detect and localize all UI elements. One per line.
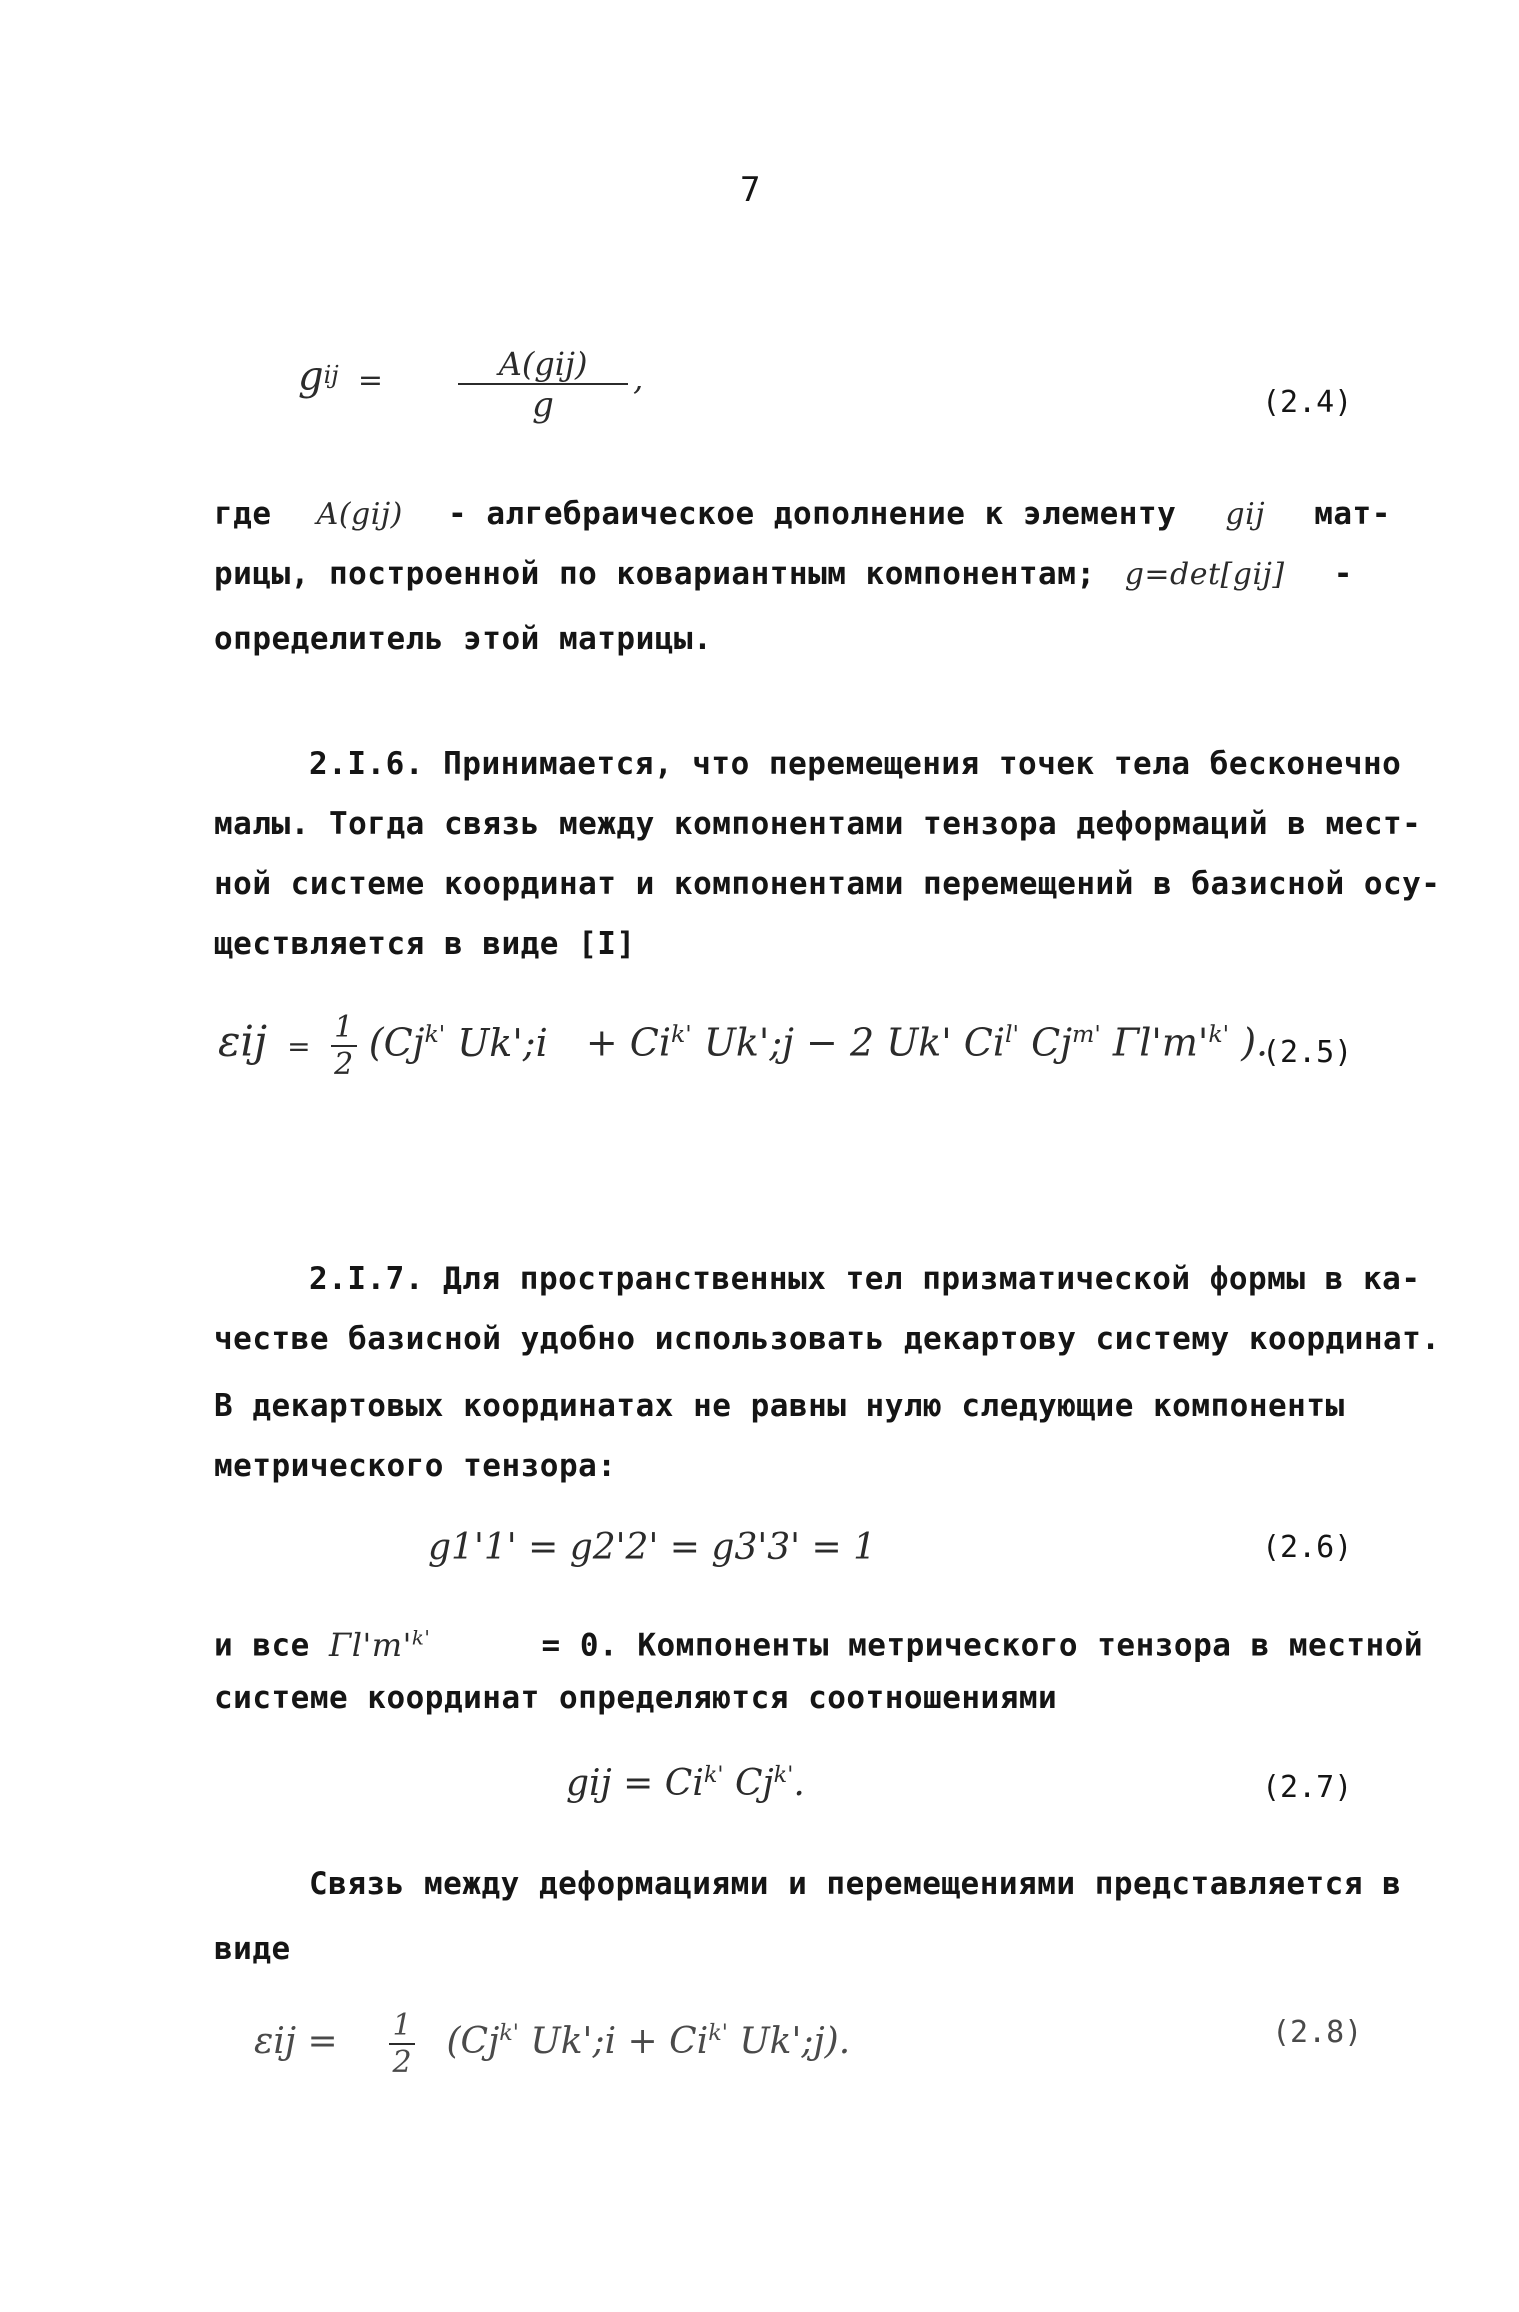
- para-where-line3: определитель этой матрицы.: [214, 621, 713, 657]
- para-all-text1: = 0. Компоненты метрического тензора в местной: [541, 1627, 1424, 1664]
- eq-2-8-half: [389, 2008, 415, 2080]
- eq-2-4-label: (2.4): [1262, 385, 1353, 420]
- para-where-text2: мат-: [1314, 496, 1391, 532]
- eq-2-4-denominator: g: [532, 385, 554, 425]
- eq-2-8-den: 2: [392, 2045, 412, 2080]
- eq-2-7-lhs: gij = Ci: [566, 1763, 704, 1804]
- eq-2-8-t1: (Cj: [446, 2021, 500, 2062]
- para-217-line2: честве базисной удобно использовать декартову систему координат.: [214, 1321, 1441, 1357]
- para-where-dash: -: [1333, 556, 1353, 592]
- eq-2-5-t6s: m': [1071, 1019, 1101, 1048]
- para-217-line3: В декартовых координатах не равны нулю следующие компоненты: [214, 1388, 1345, 1424]
- para-216-line1: [214, 734, 1401, 794]
- eq-2-5-t7s: k': [1208, 1019, 1230, 1048]
- eq-2-8-lhs: εij =: [254, 2021, 338, 2062]
- equation-2-4: [298, 345, 643, 425]
- para-all-formula-base: Γl'm': [329, 1625, 412, 1664]
- eq-2-8-t3s: k': [708, 2020, 728, 2046]
- para-link-line2: виде: [214, 1931, 291, 1967]
- page-number: 7: [740, 170, 761, 210]
- para-where-line1: [214, 484, 1391, 545]
- eq-2-5-lhs: εij: [218, 1016, 267, 1066]
- eq-2-7-s2: k': [773, 1762, 794, 1788]
- eq-2-6-label: (2.6): [1262, 1530, 1353, 1565]
- eq-2-5-num: 1: [334, 1010, 354, 1045]
- para-217-line1: [214, 1249, 1421, 1309]
- para-216-text1: 2.I.6. Принимается, что перемещения точек тела бесконечно: [309, 746, 1402, 782]
- para-all-line2: системе координат определяются соотношениями: [214, 1680, 1058, 1716]
- equation-2-7: [566, 1762, 805, 1804]
- eq-2-5-t2: Uk';i: [457, 1020, 548, 1065]
- para-where-text3: рицы, построенной по ковариантным компонентам;: [214, 556, 1096, 592]
- eq-2-5-t1: (Cj: [368, 1020, 425, 1065]
- eq-2-8-t3: + Ci: [627, 2021, 709, 2062]
- para-all-word1: и все: [214, 1627, 310, 1664]
- eq-2-4-lhs: g: [298, 353, 324, 400]
- equation-2-5: [218, 1010, 1268, 1082]
- para-where-text1: - алгебраическое дополнение к элементу: [448, 496, 1177, 532]
- eq-2-5-den: 2: [334, 1047, 354, 1082]
- para-all-formula: [329, 1626, 430, 1664]
- eq-2-7-tail: .: [793, 1763, 805, 1804]
- eq-2-5-half: [331, 1010, 357, 1082]
- eq-2-8-label: (2.8): [1272, 2015, 1363, 2050]
- eq-2-5-t5s: l': [1005, 1019, 1020, 1048]
- eq-2-7-s1: k': [703, 1762, 724, 1788]
- para-where-formula1: A(gij): [316, 497, 403, 532]
- para-where-line2: [214, 544, 1353, 605]
- eq-2-8-num: 1: [392, 2008, 412, 2043]
- eq-2-5-t6: Cj: [1031, 1020, 1072, 1065]
- para-where-word1: где: [214, 496, 272, 532]
- para-all-formula-sup: k': [411, 1626, 431, 1649]
- eq-2-4-tail: ,: [633, 359, 644, 398]
- para-217-line4: метрического тензора:: [214, 1448, 617, 1484]
- eq-2-8-t2: Uk';i: [530, 2021, 617, 2062]
- para-216-line3: ной системе координат и компонентами перемещений в базисной осу-: [214, 866, 1441, 902]
- eq-2-7-mid: Cj: [734, 1763, 774, 1804]
- eq-2-4-numerator: A(gij): [498, 345, 588, 383]
- eq-2-5-t1s: k': [424, 1019, 446, 1048]
- eq-2-5-equals: =: [287, 1029, 311, 1063]
- para-where-formula2: gij: [1225, 497, 1266, 532]
- para-where-formula3: g=det[gij]: [1124, 557, 1285, 592]
- eq-2-5-t3: + Ci: [585, 1020, 671, 1065]
- eq-2-7-label: (2.7): [1262, 1770, 1353, 1805]
- eq-2-5-t8: ).: [1241, 1020, 1269, 1065]
- eq-2-5-t5: − 2 Uk' Ci: [806, 1020, 1006, 1065]
- equation-2-6: g1'1' = g2'2' = g3'3' = 1: [428, 1527, 876, 1568]
- eq-2-4-lhs-sup: ij: [323, 361, 339, 390]
- eq-2-5-t3s: k': [671, 1019, 692, 1048]
- para-216-line4: ществляется в виде [I]: [214, 926, 636, 962]
- eq-2-5-t7: Γl'm': [1112, 1020, 1209, 1065]
- eq-2-4-fraction: [458, 345, 628, 425]
- eq-2-8-t4: Uk';j).: [739, 2021, 851, 2062]
- eq-2-4-equals: =: [357, 362, 383, 398]
- para-216-line2: малы. Тогда связь между компонентами тензора деформаций в мест-: [214, 806, 1422, 842]
- eq-2-5-label: (2.5): [1262, 1035, 1353, 1070]
- para-link-line1: [214, 1854, 1401, 1914]
- para-all-line1: [214, 1608, 1423, 1676]
- eq-2-5-t4: Uk';j: [703, 1020, 794, 1065]
- eq-2-8-t1s: k': [499, 2020, 519, 2046]
- para-link-text1: Связь между деформациями и перемещениями представляется в: [309, 1866, 1402, 1902]
- equation-2-8: [254, 2008, 850, 2080]
- para-217-text1: 2.I.7. Для пространственных тел призматической формы в ка-: [309, 1261, 1421, 1297]
